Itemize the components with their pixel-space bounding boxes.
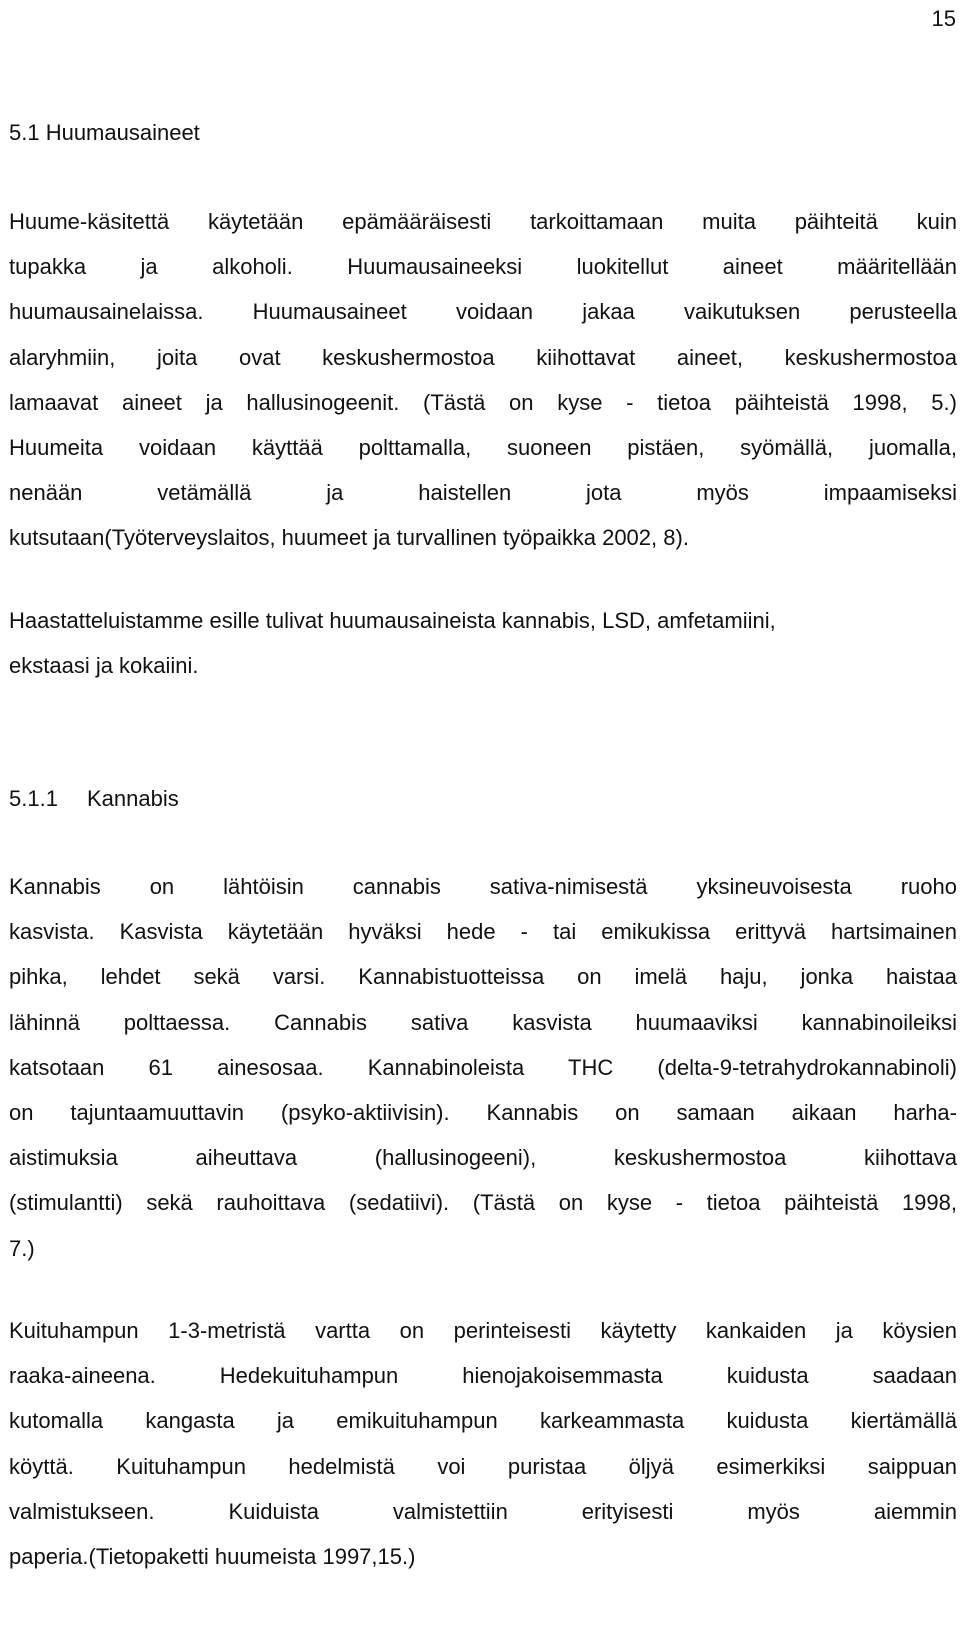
text-line: paperia.(Tietopaketti huumeista 1997,15.) xyxy=(9,1543,416,1569)
text-line: nenään vetämällä ja haistellen jota myös impaamiseksi xyxy=(9,480,957,506)
subsection-heading xyxy=(9,784,179,814)
text-line: pihka, lehdet sekä varsi. Kannabistuotteissa on imelä haju, jonka haistaa xyxy=(9,964,957,990)
text-line: katsotaan 61 ainesosaa. Kannabinoleista THC (delta-9-tetrahydrokannabinoli) xyxy=(9,1054,957,1080)
paragraph-2 xyxy=(9,598,957,688)
text-line: aistimuksia aiheuttava (hallusinogeeni), keskushermostoa kiihottava xyxy=(9,1145,957,1171)
subsection-title: Kannabis xyxy=(87,786,179,811)
subsection-number: 5.1.1 xyxy=(9,786,58,811)
text-line: alaryhmiin, joita ovat keskushermostoa kiihottavat aineet, keskushermostoa xyxy=(9,344,957,370)
paragraph-3 xyxy=(9,864,957,1271)
section-heading: 5.1 Huumausaineet xyxy=(9,120,200,145)
text-line: ekstaasi ja kokaiini. xyxy=(9,653,199,679)
text-line: Huume-käsitettä käytetään epämääräisesti tarkoittamaan muita päihteitä kuin xyxy=(9,209,957,234)
text-line: kutomalla kangasta ja emikuituhampun karkeammasta kuidusta kiertämällä xyxy=(9,1408,957,1434)
text-line: kutsutaan(Työterveyslaitos, huumeet ja turvallinen työpaikka 2002, 8). xyxy=(9,525,689,551)
text-line: Kuituhampun 1-3-metristä vartta on perinteisesti käytetty kankaiden ja köysien xyxy=(9,1318,957,1343)
text-line: valmistukseen. Kuiduista valmistettiin erityisesti myös aiemmin xyxy=(9,1498,957,1524)
text-line: raaka-aineena. Hedekuituhampun hienojakoisemmasta kuidusta saadaan xyxy=(9,1363,957,1389)
text-line: tupakka ja alkoholi. Huumausaineeksi luokitellut aineet määritellään xyxy=(9,254,957,280)
text-line: on tajuntaamuuttavin (psyko-aktiivisin). Kannabis on samaan aikaan harha- xyxy=(9,1099,957,1125)
text-line: kasvista. Kasvista käytetään hyväksi hede - tai emikukissa erittyvä hartsimainen xyxy=(9,919,957,945)
page-number: 15 xyxy=(931,6,956,31)
text-line: Haastatteluistamme esille tulivat huumausaineista kannabis, LSD, amfetamiini, xyxy=(9,608,776,633)
text-line: (stimulantti) sekä rauhoittava (sedatiivi). (Tästä on kyse - tietoa päihteistä 1998, xyxy=(9,1190,957,1216)
text-line: Huumeita voidaan käyttää polttamalla, suoneen pistäen, syömällä, juomalla, xyxy=(9,434,957,460)
paragraph-1 xyxy=(9,199,957,561)
paragraph-4 xyxy=(9,1308,957,1579)
text-line: lähinnä polttaessa. Cannabis sativa kasvista huumaaviksi kannabinoileiksi xyxy=(9,1009,957,1035)
text-line: huumausainelaissa. Huumausaineet voidaan jakaa vaikutuksen perusteella xyxy=(9,299,957,325)
text-line: 7.) xyxy=(9,1235,35,1261)
text-line: köyttä. Kuituhampun hedelmistä voi puristaa öljyä esimerkiksi saippuan xyxy=(9,1453,957,1479)
text-line: Kannabis on lähtöisin cannabis sativa-nimisestä yksineuvoisesta ruoho xyxy=(9,874,957,899)
text-line: lamaavat aineet ja hallusinogeenit. (Tästä on kyse - tietoa päihteistä 1998, 5.) xyxy=(9,389,957,415)
